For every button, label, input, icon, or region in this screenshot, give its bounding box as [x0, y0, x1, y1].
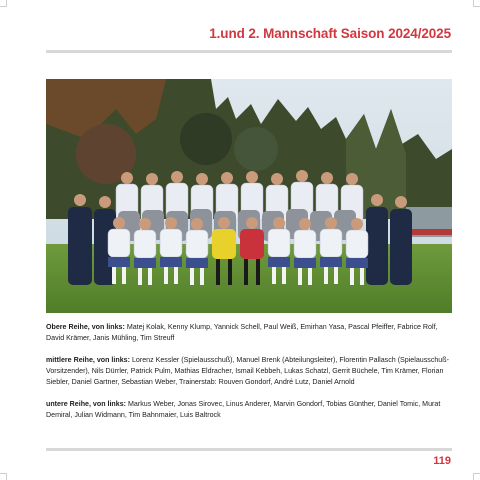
- team-photo-illustration: [46, 79, 452, 313]
- page-number: 119: [433, 455, 451, 467]
- caption-row-label: Obere Reihe, von links:: [46, 323, 125, 331]
- crop-mark-bottom-left: [0, 473, 7, 480]
- footer-divider: [46, 448, 452, 451]
- caption-row-label: untere Reihe, von links:: [46, 400, 127, 408]
- crop-mark-top-left: [0, 0, 7, 7]
- caption-row-names: Lorenz Kessler (Spielausschuß), Manuel Brenk (Abteilungsleiter), Florentin Pallasch (Spielausschuß-Vorsitzender), Nils Dürrler, Patrick Pulm, Mathias Eldracher, Ismail Kebbeh, Lukas Schatzl, Gerrit Büchele, Tim Krämer, Florian Siebler, Daniel Gartner, Sebastian Weber, Trainerstab: Rouven Gondorf, André Lutz, Daniel Arnold: [46, 356, 449, 386]
- caption-row-names: Matej Kolak, Kenny Klump, Yannick Schell, Paul Weiß, Emirhan Yasa, Pascal Pfeiffer, Fabrice Rolf, David Krämer, Janis Mühling, Tim Streuff: [46, 323, 438, 342]
- crop-mark-top-right: [473, 0, 480, 7]
- photo-caption: [46, 322, 456, 432]
- caption-row-names: Markus Weber, Jonas Sirovec, Linus Anderer, Marvin Gondorf, Tobias Günther, Daniel Tomic, Murat Demiral, Julian Widmann, Tim Bahnmaier, Luis Baltrock: [46, 400, 441, 419]
- crop-mark-bottom-right: [473, 473, 480, 480]
- team-photo: [46, 79, 452, 313]
- header-divider: [46, 50, 452, 53]
- caption-row-label: mittlere Reihe, von links:: [46, 356, 130, 364]
- page-title: 1.und 2. Mannschaft Saison 2024/2025: [209, 26, 451, 41]
- caption-row-bottom: [46, 399, 456, 421]
- caption-row-middle: [46, 355, 456, 388]
- caption-row-top: [46, 322, 456, 344]
